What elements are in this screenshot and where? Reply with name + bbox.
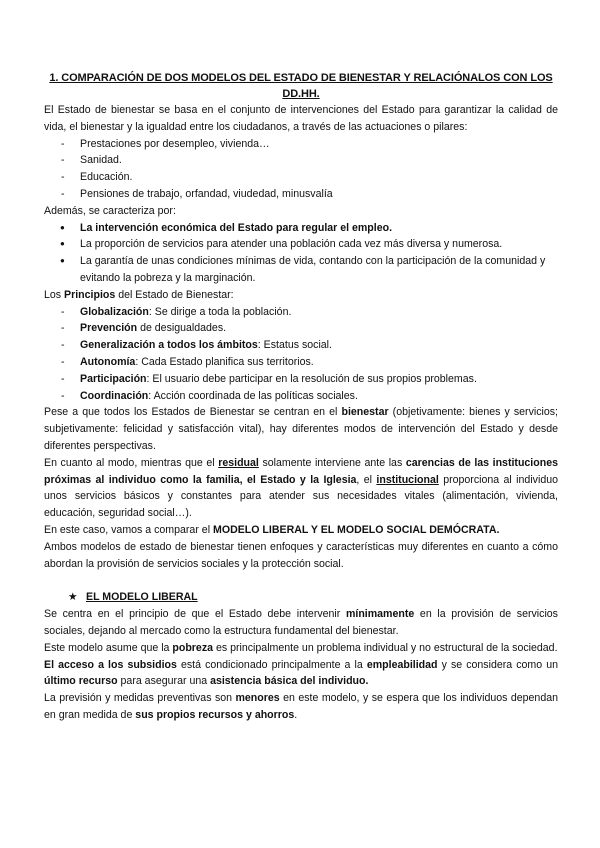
list-item: - Autonomía: Cada Estado planifica sus territorios. — [44, 354, 558, 371]
list-item: ● La proporción de servicios para atender una población cada vez más diversa y numerosa. — [44, 236, 558, 253]
list-item: - Prestaciones por desempleo, vivienda… — [44, 136, 558, 153]
liberal-paragraph-3: El acceso a los subsidios está condicionado principalmente a la empleabilidad y se considera como un último recurso para asegurar una asistencia básica del individuo. — [44, 658, 558, 688]
principles-intro: Los Principios del Estado de Bienestar: — [44, 288, 234, 301]
list-item: ● La garantía de unas condiciones mínimas de vida, contando con la participación de la comunidad y evitando la pobreza y la marginación. — [44, 253, 558, 287]
intro-paragraph: El Estado de bienestar se basa en el conjunto de intervenciones del Estado para garantizar la calidad de vida, el bienestar y la igualdad entre los ciudadanos, a través de las actuaciones o pilares: — [44, 104, 558, 133]
page-title: 1. COMPARACIÓN DE DOS MODELOS DEL ESTADO DE BIENESTAR Y RELACIÓNALOS CON LOS DD.HH. — [49, 72, 553, 100]
list-item: - Coordinación: Acción coordinada de las políticas sociales. — [44, 388, 558, 405]
list-item — [44, 220, 558, 237]
pillars-list — [44, 136, 558, 203]
principles-list — [44, 304, 558, 405]
list-item: - Prevención de desigualdades. — [44, 320, 558, 337]
liberal-paragraph-1: Se centra en el principio de que el Estado debe intervenir mínimamente en la provisión de servicios sociales, dejando al mercado como la estructura fundamental del bienestar. — [44, 608, 558, 637]
list-item: - Participación: El usuario debe participar en la resolución de sus propios problemas. — [44, 371, 558, 388]
list-item: - Globalización: Se dirige a toda la población. — [44, 304, 558, 321]
star-icon: ★ — [68, 591, 78, 604]
bold-text: La intervención económica del Estado para regular el empleo. — [80, 221, 393, 234]
section-title: EL MODELO LIBERAL — [86, 591, 198, 604]
characteristics-intro: Además, se caracteriza por: — [44, 204, 176, 217]
list-item: - Educación. — [44, 169, 558, 186]
list-item: - Sanidad. — [44, 152, 558, 169]
liberal-paragraph-2: Este modelo asume que la pobreza es principalmente un problema individual y no estructural de la sociedad. — [44, 641, 558, 654]
characteristics-list — [44, 220, 558, 287]
ambos-paragraph: Ambos modelos de estado de bienestar tienen enfoques y características muy diferentes en cuanto a cómo abordan la provisión de servicios sociales y la protección social. — [44, 540, 558, 570]
modo-paragraph: En cuanto al modo, mientras que el residual solamente interviene ante las carencias de las instituciones próximas al individuo como la familia, el Estado y la Iglesia, el institucional proporciona al individuo unos servicios básicos y constantes para atender sus necesidades vitales (alimentación, vivienda, educación, seguridad social…). — [44, 456, 558, 520]
bienestar-paragraph: Pese a que todos los Estados de Bienestar se centran en el bienestar (objetivamente: bienes y servicios; subjetivamente: felicidad y satisfacción vital), hay diferentes modos de intervención del Estado y desde diferentes perspectivas. — [44, 406, 558, 452]
list-item: - Generalización a todos los ámbitos: Estatus social. — [44, 337, 558, 354]
compare-paragraph: En este caso, vamos a comparar el MODELO LIBERAL Y EL MODELO SOCIAL DEMÓCRATA. — [44, 523, 500, 536]
section-heading-liberal — [44, 589, 558, 606]
document-page — [44, 70, 558, 724]
list-item: - Pensiones de trabajo, orfandad, viudedad, minusvalía — [44, 186, 558, 203]
liberal-paragraph-4: La previsión y medidas preventivas son menores en este modelo, y se espera que los individuos dependan en gran medida de sus propios recursos y ahorros. — [44, 692, 558, 721]
